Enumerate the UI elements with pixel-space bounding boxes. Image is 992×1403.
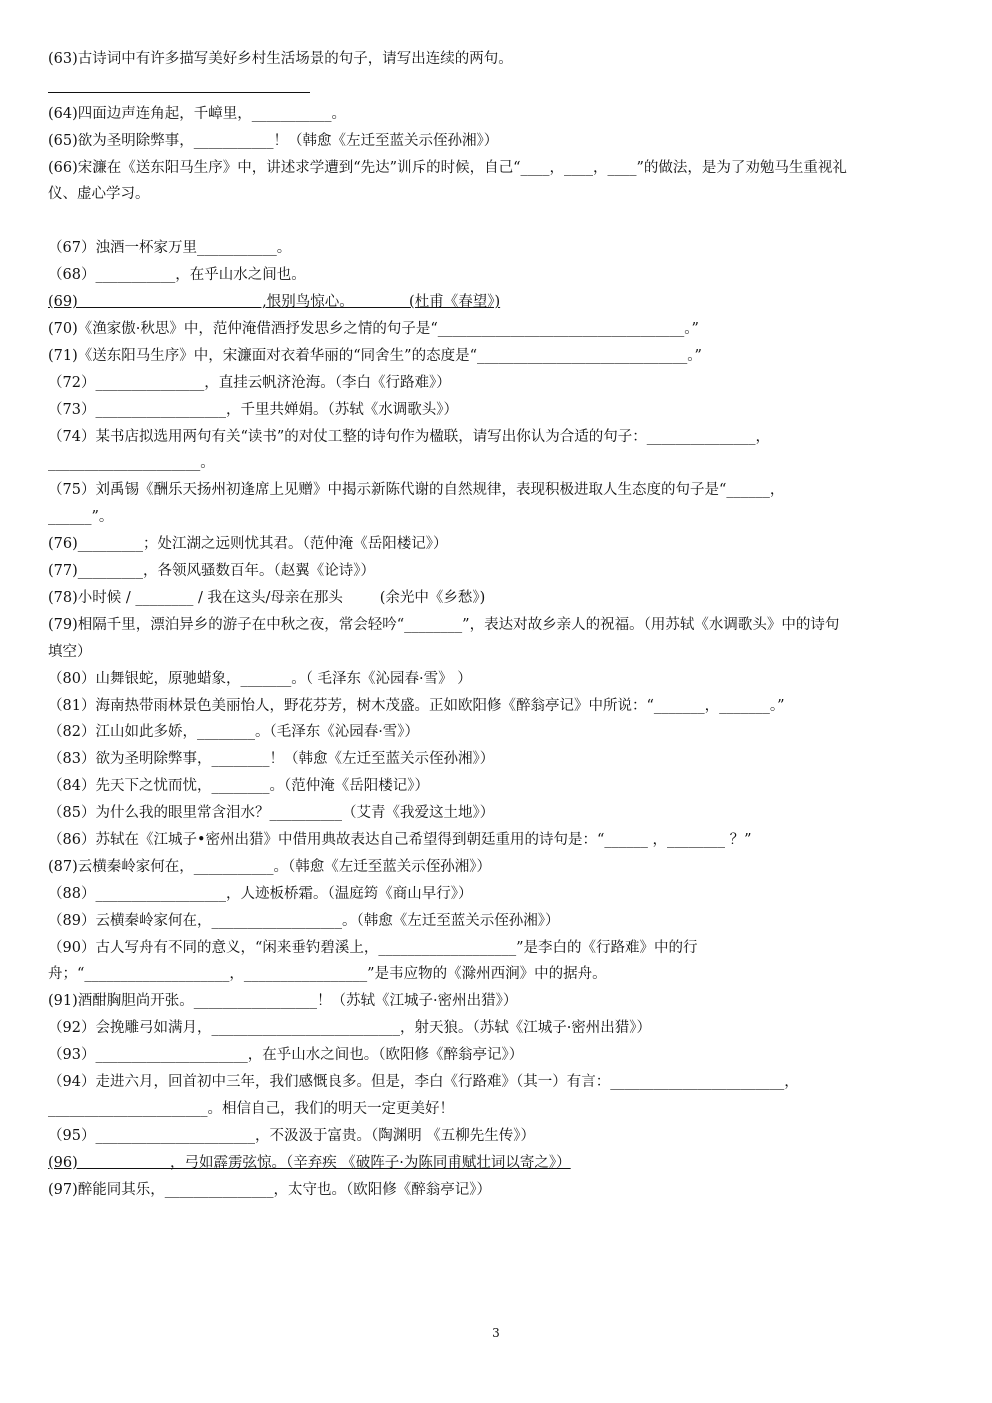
- question-64: (64)四面边声连角起，千嶂里，___________。: [48, 105, 347, 122]
- question-83: （83）欲为圣明除弊事，________！（韩愈《左迁至蓝关示侄孙湘》）: [48, 751, 495, 768]
- question-69: (69) ,恨别鸟惊心。 (杜甫《春望》): [48, 294, 501, 311]
- question-66: (66)宋濂在《送东阳马生序》中，讲述求学遭到“先达”训斥的时候，自己“____，____，____”的做法，是为了劝勉马生重视礼仪、虚心学习。: [48, 159, 847, 203]
- question-81: （81）海南热带雨林景色美丽怡人，野花芬芳，树木茂盛。正如欧阳修《醉翁亭记》中所说：“_______，_______。”: [48, 697, 785, 714]
- question-97: (97)醉能同其乐，_______________，太守也。（欧阳修《醉翁亭记》）: [48, 1181, 492, 1198]
- question-68: （68）___________，在乎山水之间也。: [48, 267, 306, 284]
- answer-space: [48, 73, 848, 100]
- question-89: （89）云横秦岭家何在，__________________。（韩愈《左迁至蓝关示侄孙湘》）: [48, 912, 560, 929]
- question-77: (77)_________，各领风骚数百年。（赵翼《论诗》）: [48, 563, 376, 580]
- question-96: (96) ，弓如霹雳弦惊。（辛弃疾 《破阵子·为陈同甫赋壮词以寄之》）: [48, 1154, 571, 1171]
- question-78: (78)小时候 / ________ / 我在这头/母亲在那头 (余光中《乡愁》): [48, 589, 486, 606]
- question-71: (71)《送东阳马生序》中，宋濂面对衣着华丽的“同舍生”的态度是“_____________________________。”: [48, 347, 702, 364]
- question-94: （94）走进六月，回首初中三年，我们感慨良多。但是，李白《行路难》（其一）有言：________________________，______________________。相信自己，我们的明天一定更美好！: [48, 1074, 799, 1117]
- question-67: （67）浊酒一杯家万里___________。: [48, 240, 292, 257]
- question-91: (91)酒酣胸胆尚开张。_________________！（苏轼《江城子·密州出猎》）: [48, 993, 518, 1010]
- question-72: （72）_______________，直挂云帆济沧海。（李白《行路难》）: [48, 374, 451, 391]
- question-73: （73）__________________，千里共婵娟。（苏轼《水调歌头》）: [48, 401, 458, 418]
- question-74: （74）某书店拟选用两句有关“读书”的对仗工整的诗句作为楹联，请写出你认为合适的句子：_______________，_____________________。: [48, 428, 771, 472]
- question-79: (79)相隔千里，漂泊异乡的游子在中秋之夜，常会轻吟“________”，表达对故乡亲人的祝福。（用苏轼《水调歌头》中的诗句填空）: [48, 616, 840, 660]
- question-93: （93）_____________________，在乎山水之间也。（欧阳修《醉翁亭记》）: [48, 1047, 524, 1064]
- question-65: (65)欲为圣明除弊事，___________！（韩愈《左迁至蓝关示侄孙湘》）: [48, 132, 499, 149]
- question-95: （95）______________________，不汲汲于富贵。（陶渊明 《五柳先生传》）: [48, 1127, 536, 1144]
- question-82: （82）江山如此多娇，________。（毛泽东《沁园春·雪》）: [48, 724, 420, 741]
- question-76: (76)_________；处江湖之远则忧其君。（范仲淹《岳阳楼记》）: [48, 536, 448, 553]
- question-86: （86）苏轼在《江城子•密州出猎》中借用典故表达自己希望得到朝廷重用的诗句是：“______ ，________ ？”: [48, 831, 752, 848]
- question-87: (87)云横秦岭家何在，___________。（韩愈《左迁至蓝关示侄孙湘》）: [48, 858, 492, 875]
- question-90: （90）古人写舟有不同的意义，“闲来垂钓碧溪上，___________________”是李白的《行路难》中的行舟；“____________________，_________________”是韦应物的《滁州西涧》中的据舟。: [48, 939, 698, 983]
- question-84: （84）先天下之忧而忧，________。（范仲淹《岳阳楼记》）: [48, 778, 429, 795]
- blank-line: [48, 208, 848, 235]
- worksheet-page: [48, 46, 848, 1204]
- question-88: （88）__________________，人迹板桥霜。（温庭筠《商山早行》）: [48, 885, 473, 902]
- answer-line: [48, 92, 310, 93]
- question-80: （80）山舞银蛇，原驰蜡象，_______。（ 毛泽东《沁园春·雪》 ）: [48, 670, 472, 687]
- question-85: （85）为什么我的眼里常含泪水？__________（艾青《我爱这土地》）: [48, 805, 495, 822]
- question-63: (63)古诗词中有许多描写美好乡村生活场景的句子，请写出连续的两句。: [48, 51, 513, 67]
- question-92: （92）会挽雕弓如满月，__________________________，射天狼。（苏轼《江城子·密州出猎》）: [48, 1020, 652, 1037]
- question-75: （75）刘禹锡《酬乐天扬州初逢席上见赠》中揭示新陈代谢的自然规律，表现积极进取人生态度的句子是“______，______”。: [48, 482, 785, 526]
- page-number: 3: [492, 1326, 500, 1340]
- question-70: (70)《渔家傲·秋思》中，范仲淹借酒抒发思乡之情的句子是“__________________________________。”: [48, 320, 699, 337]
